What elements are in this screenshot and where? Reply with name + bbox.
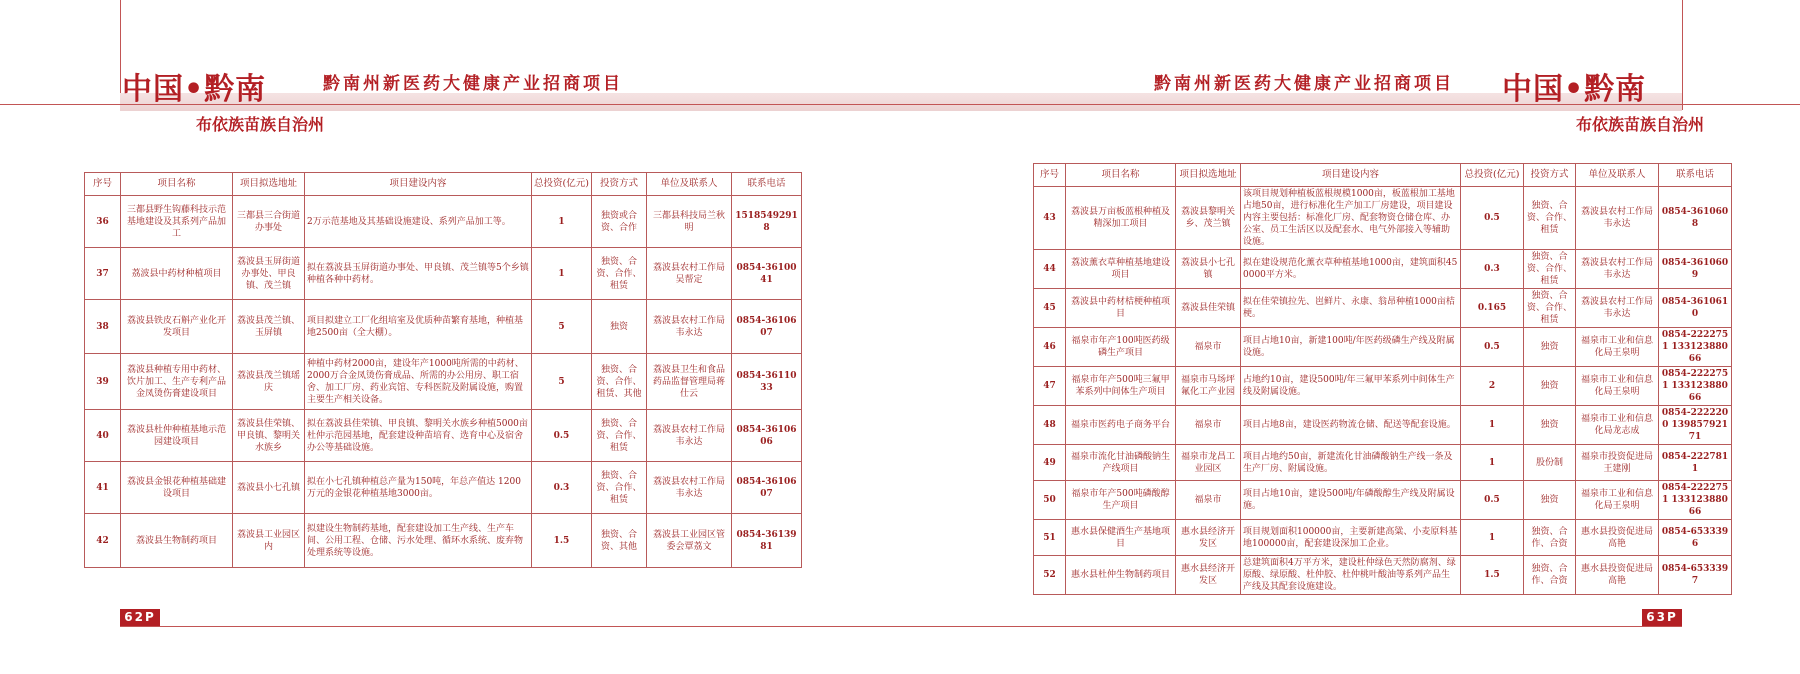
project-content: 该项目规划种植板蓝根规模1000亩，板蓝根加工基地占地50亩，进行标准化生产加工厂房建设，项目建设内容主要包括：标准化厂房、配套物资仓储仓库、办公室、员工生活区以及配套水、电气外部接入等辅助设施。 <box>1241 187 1461 250</box>
row-number: 44 <box>1034 250 1066 289</box>
contact-phone: 0854-2222751 13312388066 <box>1659 367 1732 406</box>
contact-phone: 0854-2227811 <box>1659 445 1732 481</box>
contact-unit: 三都县科技局兰秋明 <box>647 196 732 248</box>
investment-mode: 独资、合资、合作、租赁 <box>592 462 647 514</box>
contact-phone: 0854-3610606 <box>732 410 802 462</box>
table-row <box>1034 406 1732 445</box>
footer-rule <box>900 626 1682 627</box>
investment-mode: 独资、合资、合作、租赁 <box>1524 289 1576 328</box>
project-name: 惠水县保健酒生产基地项目 <box>1066 520 1176 556</box>
project-name: 荔波县万亩板蓝根种植及精深加工项目 <box>1066 187 1176 250</box>
table-row <box>85 354 802 410</box>
project-content: 总建筑面积4万平方米，建设杜仲绿色天然防腐剂、绿原酸、绿原酸、杜仲胶、杜仲桃叶酸油等系列产品生产线及其配套设施建设。 <box>1241 556 1461 595</box>
project-site: 福泉市龙昌工业园区 <box>1176 445 1241 481</box>
row-number: 49 <box>1034 445 1066 481</box>
col-header: 项目拟选地址 <box>1176 164 1241 187</box>
contact-phone: 0854-3610607 <box>732 462 802 514</box>
project-content: 项目占地约50亩，新建流化甘油磷酸钠生产线一条及生产厂房、附属设施。 <box>1241 445 1461 481</box>
header-vertical-rule <box>1682 0 1683 110</box>
project-site: 惠水县经济开发区 <box>1176 520 1241 556</box>
contact-unit: 荔波县农村工作局吴帮定 <box>647 248 732 300</box>
investment-mode: 独资、合资、合作、租赁 <box>592 248 647 300</box>
investment-mode: 股份制 <box>1524 445 1576 481</box>
contact-phone: 0854-6533396 <box>1659 520 1732 556</box>
project-content: 项目规划面积100000亩，主要新建高粱、小麦原料基地100000亩，配套建设深加工企业。 <box>1241 520 1461 556</box>
table-row <box>1034 250 1732 289</box>
row-number: 47 <box>1034 367 1066 406</box>
row-number: 39 <box>85 354 121 410</box>
project-content: 拟在荔波县玉屏街道办事处、甲良镇、茂兰镇等5个乡镇种植各种中药材。 <box>305 248 532 300</box>
table-row <box>1034 556 1732 595</box>
project-site: 荔波县茂兰镇、玉屏镇 <box>233 300 305 354</box>
page-number: 63P <box>1642 609 1682 626</box>
table-row <box>85 248 802 300</box>
investment-mode: 独资、合资、合作、租赁 <box>1524 250 1576 289</box>
investment-mode: 独资 <box>1524 481 1576 520</box>
table-row <box>1034 289 1732 328</box>
contact-phone: 0854-6533397 <box>1659 556 1732 595</box>
total-investment: 1 <box>532 196 592 248</box>
total-investment: 0.3 <box>1461 250 1524 289</box>
col-header: 项目建设内容 <box>1241 164 1461 187</box>
col-header: 总投资(亿元) <box>532 173 592 196</box>
contact-phone: 0854-2222200 13985792171 <box>1659 406 1732 445</box>
table-row <box>85 410 802 462</box>
project-name: 福泉市年产500吨磷酸醇生产项目 <box>1066 481 1176 520</box>
col-header: 序号 <box>85 173 121 196</box>
total-investment: 1 <box>532 248 592 300</box>
project-name: 三都县野生钩藤科技示范基地建设及其系列产品加工 <box>121 196 233 248</box>
col-header: 序号 <box>1034 164 1066 187</box>
contact-unit: 荔波县工业园区管委会覃荔文 <box>647 514 732 568</box>
table-row <box>1034 187 1732 250</box>
project-name: 惠水县杜仲生物制药项目 <box>1066 556 1176 595</box>
col-header: 项目名称 <box>121 173 233 196</box>
contact-unit: 荔波县农村工作局韦永达 <box>1576 250 1659 289</box>
col-header: 投资方式 <box>592 173 647 196</box>
total-investment: 0.5 <box>1461 328 1524 367</box>
contact-unit: 荔波县农村工作局韦永达 <box>1576 289 1659 328</box>
total-investment: 5 <box>532 300 592 354</box>
total-investment: 1.5 <box>1461 556 1524 595</box>
project-name: 荔波县铁皮石斛产业化开发项目 <box>121 300 233 354</box>
table-row <box>1034 445 1732 481</box>
col-header: 单位及联系人 <box>647 173 732 196</box>
total-investment: 1 <box>1461 445 1524 481</box>
page-number: 62P <box>120 609 160 626</box>
row-number: 50 <box>1034 481 1066 520</box>
project-content: 拟在小七孔镇种植总产量为150吨，年总产值达 1200万元的金银花种植基地3000亩。 <box>305 462 532 514</box>
contact-phone: 0854-3611033 <box>732 354 802 410</box>
investment-mode: 独资、合作、合资 <box>1524 556 1576 595</box>
table-row <box>1034 367 1732 406</box>
table-row <box>1034 328 1732 367</box>
row-number: 37 <box>85 248 121 300</box>
col-header: 项目建设内容 <box>305 173 532 196</box>
investment-mode: 独资、合作、合资 <box>1524 520 1576 556</box>
projects-table-right <box>1033 163 1732 595</box>
project-site: 三都县三合街道办事处 <box>233 196 305 248</box>
right-page <box>900 0 1800 674</box>
row-number: 36 <box>85 196 121 248</box>
col-header: 投资方式 <box>1524 164 1576 187</box>
project-name: 荔波县中药材桔梗种植项目 <box>1066 289 1176 328</box>
project-content: 项目占地10亩，新建100吨/年医药级磷生产线及附属设施。 <box>1241 328 1461 367</box>
header-title: 黔南州新医药大健康产业招商项目 <box>1154 74 1454 94</box>
investment-mode: 独资或合资、合作 <box>592 196 647 248</box>
total-investment: 0.165 <box>1461 289 1524 328</box>
total-investment: 0.5 <box>532 410 592 462</box>
total-investment: 0.5 <box>1461 481 1524 520</box>
project-site: 荔波县小七孔镇 <box>233 462 305 514</box>
project-content: 拟在建设规范化薰衣草种植基地1000亩，建筑面积450000平方米。 <box>1241 250 1461 289</box>
total-investment: 2 <box>1461 367 1524 406</box>
row-number: 48 <box>1034 406 1066 445</box>
project-name: 荔波县中药材种植项目 <box>121 248 233 300</box>
project-name: 荔波县生物制药项目 <box>121 514 233 568</box>
project-name: 荔波县种植专用中药材、饮片加工、生产专利产品金凤烫伤膏建设项目 <box>121 354 233 410</box>
contact-unit: 荔波县农村工作局韦永达 <box>647 462 732 514</box>
project-name: 荔波县金银花种植基础建设项目 <box>121 462 233 514</box>
contact-unit: 福泉市工业和信息化局王泉明 <box>1576 367 1659 406</box>
project-content: 项目占地10亩，建设500吨/年磷酸醇生产线及附属设施。 <box>1241 481 1461 520</box>
header-subtitle: 布依族苗族自治州 <box>1576 115 1705 134</box>
header-title: 黔南州新医药大健康产业招商项目 <box>323 74 623 94</box>
contact-unit: 荔波县卫生和食品药品监督管理局蒋仕云 <box>647 354 732 410</box>
project-content: 项目占地8亩，建设医药物流仓储、配送等配套设施。 <box>1241 406 1461 445</box>
project-site: 福泉市 <box>1176 481 1241 520</box>
contact-phone: 0854-3613981 <box>732 514 802 568</box>
project-content: 种植中药材2000亩，建设年产1000吨所需的中药材、2000万合金凤烫伤膏成品、所需的办公用房、职工宿舍、加工厂房、药业宾馆、专科医院及附属设施，购置主要生产相关设备。 <box>305 354 532 410</box>
project-name: 福泉市医药电子商务平台 <box>1066 406 1176 445</box>
header-rule <box>900 104 1800 105</box>
investment-mode: 独资、合资、其他 <box>592 514 647 568</box>
contact-phone: 0854-3610609 <box>1659 250 1732 289</box>
project-content: 占地约10亩，建设500吨/年三氟甲苯系列中间体生产线及附属设施。 <box>1241 367 1461 406</box>
table-header-row <box>1034 164 1732 187</box>
row-number: 51 <box>1034 520 1066 556</box>
project-site: 福泉市 <box>1176 328 1241 367</box>
project-site: 荔波县工业园区内 <box>233 514 305 568</box>
footer-rule <box>120 626 900 627</box>
col-header: 联系电话 <box>732 173 802 196</box>
row-number: 41 <box>85 462 121 514</box>
project-site: 福泉市马场坪氟化工产业园 <box>1176 367 1241 406</box>
investment-mode: 独资、合资、合作、租赁 <box>592 410 647 462</box>
total-investment: 5 <box>532 354 592 410</box>
total-investment: 0.5 <box>1461 187 1524 250</box>
project-site: 荔波县佳荣镇 <box>1176 289 1241 328</box>
investment-mode: 独资、合资、合作、租赁、其他 <box>592 354 647 410</box>
contact-unit: 福泉市工业和信息化局王泉明 <box>1576 481 1659 520</box>
project-name: 荔波薰衣草种植基地建设项目 <box>1066 250 1176 289</box>
projects-table-left <box>84 172 802 568</box>
table-row <box>85 514 802 568</box>
project-content: 拟建设生物制药基地，配套建设加工生产线、生产车间、公用工程、仓储、污水处理、循环水系统、废弃物处理系统等设施。 <box>305 514 532 568</box>
table-header-row <box>85 173 802 196</box>
row-number: 38 <box>85 300 121 354</box>
col-header: 项目拟选地址 <box>233 173 305 196</box>
row-number: 43 <box>1034 187 1066 250</box>
project-site: 荔波县小七孔镇 <box>1176 250 1241 289</box>
contact-phone: 0854-3610607 <box>732 300 802 354</box>
project-content: 拟在荔波县佳荣镇、甲良镇、黎明关水族乡种植5000亩杜仲示范园基地，配套建设种苗培育、选育中心及宿舍办公等基础设施。 <box>305 410 532 462</box>
contact-phone: 15185492918 <box>732 196 802 248</box>
row-number: 46 <box>1034 328 1066 367</box>
project-name: 福泉市流化甘油磷酸钠生产线项目 <box>1066 445 1176 481</box>
contact-phone: 0854-2222751 13312388066 <box>1659 481 1732 520</box>
investment-mode: 独资、合资、合作、租赁 <box>1524 187 1576 250</box>
contact-unit: 福泉市投资促进局王建刚 <box>1576 445 1659 481</box>
project-content: 拟在佳荣镇拉先、岜鲜片、永康、翁昂种植1000亩桔梗。 <box>1241 289 1461 328</box>
contact-unit: 荔波县农村工作局韦永达 <box>647 410 732 462</box>
project-site: 荔波县佳荣镇、甲良镇、黎明关水族乡 <box>233 410 305 462</box>
contact-unit: 福泉市工业和信息化局王泉明 <box>1576 328 1659 367</box>
project-site: 荔波县茂兰镇瑶庆 <box>233 354 305 410</box>
contact-unit: 惠水县投资促进局高艳 <box>1576 520 1659 556</box>
table-row <box>85 196 802 248</box>
total-investment: 1 <box>1461 520 1524 556</box>
contact-phone: 0854-2222751 13312388066 <box>1659 328 1732 367</box>
col-header: 项目名称 <box>1066 164 1176 187</box>
col-header: 联系电话 <box>1659 164 1732 187</box>
table-row <box>1034 520 1732 556</box>
row-number: 52 <box>1034 556 1066 595</box>
project-name: 荔波县杜仲种植基地示范园建设项目 <box>121 410 233 462</box>
brand-logo: 中国•黔南 <box>122 72 267 107</box>
project-site: 荔波县黎明关乡、茂兰镇 <box>1176 187 1241 250</box>
project-content: 项目拟建立工厂化组培室及优质种苗繁育基地，种植基地2500亩（全大棚）。 <box>305 300 532 354</box>
project-site: 荔波县玉屏街道办事处、甲良镇、茂兰镇 <box>233 248 305 300</box>
investment-mode: 独资 <box>1524 328 1576 367</box>
header-subtitle: 布依族苗族自治州 <box>196 115 325 134</box>
investment-mode: 独资 <box>1524 367 1576 406</box>
contact-phone: 0854-3610610 <box>1659 289 1732 328</box>
row-number: 40 <box>85 410 121 462</box>
contact-unit: 福泉市工业和信息化局龙志成 <box>1576 406 1659 445</box>
total-investment: 1.5 <box>532 514 592 568</box>
contact-unit: 惠水县投资促进局高艳 <box>1576 556 1659 595</box>
total-investment: 0.3 <box>532 462 592 514</box>
project-site: 福泉市 <box>1176 406 1241 445</box>
brand-logo: 中国•黔南 <box>1502 72 1647 107</box>
project-name: 福泉市年产100吨医药级磷生产项目 <box>1066 328 1176 367</box>
col-header: 总投资(亿元) <box>1461 164 1524 187</box>
table-row <box>85 300 802 354</box>
row-number: 42 <box>85 514 121 568</box>
investment-mode: 独资 <box>1524 406 1576 445</box>
table-row <box>85 462 802 514</box>
contact-phone: 0854-3610041 <box>732 248 802 300</box>
table-row <box>1034 481 1732 520</box>
contact-unit: 荔波县农村工作局韦永达 <box>647 300 732 354</box>
investment-mode: 独资 <box>592 300 647 354</box>
row-number: 45 <box>1034 289 1066 328</box>
project-name: 福泉市年产500吨三氟甲苯系列中间体生产项目 <box>1066 367 1176 406</box>
project-site: 惠水县经济开发区 <box>1176 556 1241 595</box>
total-investment: 1 <box>1461 406 1524 445</box>
project-content: 2万示范基地及其基础设施建设、系列产品加工等。 <box>305 196 532 248</box>
contact-phone: 0854-3610608 <box>1659 187 1732 250</box>
contact-unit: 荔波县农村工作局韦永达 <box>1576 187 1659 250</box>
col-header: 单位及联系人 <box>1576 164 1659 187</box>
